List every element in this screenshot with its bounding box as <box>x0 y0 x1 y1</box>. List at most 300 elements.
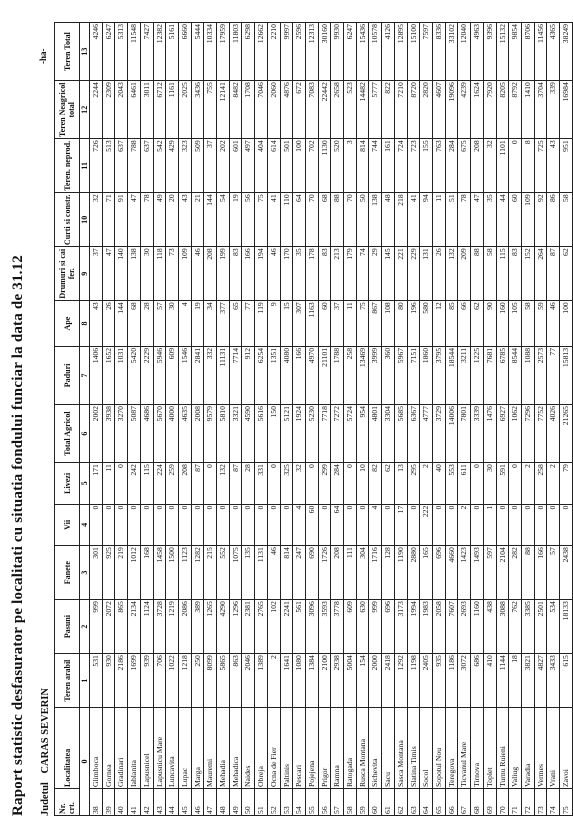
table-cell: 75 <box>255 193 268 247</box>
table-cell: 1 <box>483 504 496 546</box>
table-cell: 1219 <box>166 600 179 654</box>
table-cell: 2880 <box>407 546 420 600</box>
table-cell: 0 <box>191 504 204 546</box>
table-cell: 2438 <box>560 546 573 600</box>
column-index: 5 <box>80 463 90 505</box>
row-number: 66 <box>445 789 458 816</box>
table-cell: 30 <box>483 463 496 505</box>
county-name: CARAS SEVERIN <box>40 688 51 774</box>
table-cell: 3088 <box>496 600 509 654</box>
table-cell: 194 <box>255 247 268 301</box>
table-cell: 0 <box>496 504 509 546</box>
table-cell: 258 <box>534 463 547 505</box>
table-cell: 94 <box>420 193 433 247</box>
table-cell: 28 <box>242 463 255 505</box>
row-number: 39 <box>102 789 115 816</box>
table-cell: 3778 <box>331 600 344 654</box>
table-cell: 6712 <box>153 81 166 139</box>
table-cell: 33102 <box>445 23 458 81</box>
table-row <box>318 23 331 816</box>
table-row <box>153 23 166 816</box>
table-cell: 6461 <box>128 81 141 139</box>
locality-name: Gornea <box>102 708 115 789</box>
table-cell: 5616 <box>255 405 268 463</box>
table-cell: 295 <box>407 463 420 505</box>
table-cell: 88 <box>521 546 534 600</box>
table-cell: 118 <box>153 247 166 301</box>
table-cell: 2060 <box>267 81 280 139</box>
table-cell: 71 <box>102 193 115 247</box>
table-cell: 12 <box>432 301 445 347</box>
table-cell: 591 <box>496 463 509 505</box>
table-cell: 100 <box>293 139 306 193</box>
table-cell: 1406 <box>90 346 103 404</box>
table-cell: 208 <box>331 546 344 600</box>
table-cell: 2100 <box>318 654 331 708</box>
table-cell: 542 <box>153 139 166 193</box>
locality-name: Lapusnicel <box>140 708 153 789</box>
table-cell: 3270 <box>115 405 128 463</box>
table-cell: 4876 <box>280 81 293 139</box>
table-cell: 999 <box>90 600 103 654</box>
table-cell: 202 <box>217 139 230 193</box>
table-cell: 1131 <box>255 546 268 600</box>
table-cell: 1788 <box>331 346 344 404</box>
table-cell: 208 <box>178 463 191 505</box>
table-cell: 954 <box>356 405 369 463</box>
table-cell: 814 <box>356 139 369 193</box>
table-cell: 58 <box>560 193 573 247</box>
report-title: Raport statistic desfasurator pe localitati cu situatia fondului funciar la data de 31.12 <box>10 254 26 816</box>
table-cell: 702 <box>305 139 318 193</box>
table-cell: 3173 <box>394 600 407 654</box>
locality-name: Lupac <box>178 708 191 789</box>
table-cell: 4239 <box>458 81 471 139</box>
table-cell: 18 <box>509 654 522 708</box>
row-number: 55 <box>305 789 318 816</box>
table-cell: 3072 <box>458 654 471 708</box>
table-cell: 686 <box>471 654 484 708</box>
locality-name: Luncavita <box>166 708 179 789</box>
table-cell: 2841 <box>191 346 204 404</box>
table-cell: 5004 <box>344 654 357 708</box>
header-row <box>55 23 80 816</box>
table-cell: 0 <box>128 504 141 546</box>
table-cell: 11 <box>102 463 115 505</box>
table-cell: 3211 <box>458 346 471 404</box>
table-row <box>483 23 496 816</box>
table-cell: 2025 <box>178 81 191 139</box>
table-cell: 7607 <box>445 600 458 654</box>
table-cell: 0 <box>471 463 484 505</box>
table-cell: 5865 <box>217 654 230 708</box>
column-header: Teren. neprod. <box>55 139 80 193</box>
column-index: 7 <box>80 346 90 404</box>
table-cell: 37 <box>204 139 217 193</box>
table-cell: 1012 <box>128 546 141 600</box>
table-cell: 26 <box>432 247 445 301</box>
table-cell: 2820 <box>420 81 433 139</box>
table-cell: 12662 <box>255 23 268 81</box>
table-cell: 3 <box>344 139 357 193</box>
row-number: 46 <box>191 789 204 816</box>
table-cell: 7681 <box>483 346 496 404</box>
table-cell: 20 <box>166 193 179 247</box>
table-cell: 1699 <box>128 654 141 708</box>
table-cell: 168 <box>140 546 153 600</box>
table-cell: 62 <box>382 463 395 505</box>
table-cell: 17 <box>394 504 407 546</box>
county-line <box>40 688 51 816</box>
table-cell: 12895 <box>394 23 407 81</box>
table-cell: 9854 <box>509 23 522 81</box>
table-cell: 912 <box>242 346 255 404</box>
table-cell: 4827 <box>534 654 547 708</box>
table-cell: 179 <box>344 247 357 301</box>
table-body <box>90 23 573 816</box>
table-cell: 247 <box>293 546 306 600</box>
row-number: 70 <box>496 789 509 816</box>
table-row <box>445 23 458 816</box>
table-cell: 41 <box>267 193 280 247</box>
table-cell: 0 <box>166 504 179 546</box>
table-cell: 12040 <box>458 23 471 81</box>
column-header: Teren arabil <box>55 654 80 708</box>
table-cell: 222 <box>420 504 433 546</box>
table-cell: 4000 <box>166 405 179 463</box>
table-cell: 10334 <box>204 23 217 81</box>
table-cell: 438 <box>483 600 496 654</box>
table-cell: 15100 <box>407 23 420 81</box>
table-cell: 65 <box>229 301 242 347</box>
table-cell: 8792 <box>509 81 522 139</box>
table-cell: 109 <box>521 193 534 247</box>
locality-name: Sichevita <box>369 708 382 789</box>
row-number: 50 <box>242 789 255 816</box>
table-cell: 0 <box>356 504 369 546</box>
row-number: 40 <box>115 789 128 816</box>
table-cell: 9997 <box>280 23 293 81</box>
table-cell: 3321 <box>229 405 242 463</box>
table-cell: 13 <box>394 463 407 505</box>
table-cell: 150 <box>267 405 280 463</box>
table-cell: 1860 <box>420 346 433 404</box>
locality-name: Glimboca <box>90 708 103 789</box>
table-cell: 630 <box>356 600 369 654</box>
table-cell: 135 <box>242 546 255 600</box>
table-cell: 5724 <box>344 405 357 463</box>
table-cell: 47 <box>128 193 141 247</box>
table-cell: 80 <box>394 301 407 347</box>
table-cell: 1144 <box>496 654 509 708</box>
table-cell: 4963 <box>471 23 484 81</box>
table-cell: 111 <box>344 546 357 600</box>
table-cell: 75 <box>356 301 369 347</box>
table-cell: 999 <box>369 600 382 654</box>
table-cell: 1296 <box>229 600 242 654</box>
table-cell: 47 <box>471 193 484 247</box>
table-cell: 930 <box>102 654 115 708</box>
column-header: Teren Total <box>55 23 80 81</box>
row-number: 45 <box>178 789 191 816</box>
table-cell: 0 <box>255 504 268 546</box>
table-cell: 165 <box>420 546 433 600</box>
column-header: Localitatea <box>55 708 80 789</box>
table-cell: 1476 <box>483 405 496 463</box>
locality-name: Naides <box>242 708 255 789</box>
table-cell: 1124 <box>140 600 153 654</box>
table-cell: 509 <box>191 139 204 193</box>
table-cell: 57 <box>547 546 560 600</box>
table-row <box>242 23 255 816</box>
column-index: 4 <box>80 504 90 546</box>
table-cell: 219 <box>115 546 128 600</box>
table-row <box>407 23 420 816</box>
table-cell: 7151 <box>407 346 420 404</box>
table-cell: 1190 <box>394 546 407 600</box>
column-header: Paduri <box>55 346 80 404</box>
table-cell: 166 <box>534 546 547 600</box>
table-cell: 863 <box>229 654 242 708</box>
table-cell: 40 <box>432 463 445 505</box>
column-index: 6 <box>80 405 90 463</box>
table-row <box>382 23 395 816</box>
row-number: 73 <box>534 789 547 816</box>
table-cell: 696 <box>432 546 445 600</box>
table-cell: 70 <box>344 193 357 247</box>
table-cell: 259 <box>166 463 179 505</box>
table-cell: 100 <box>560 301 573 347</box>
table-cell: 30 <box>140 247 153 301</box>
table-cell: 307 <box>293 301 306 347</box>
table-cell: 22442 <box>318 81 331 139</box>
table-cell: 0 <box>90 504 103 546</box>
table-cell: 64 <box>293 193 306 247</box>
column-header: Vii <box>55 504 80 546</box>
table-cell: 82 <box>369 463 382 505</box>
table-cell: 108 <box>382 301 395 347</box>
table-cell: 16984 <box>560 81 573 139</box>
table-cell: 7920 <box>483 81 496 139</box>
table-cell: 1726 <box>318 546 331 600</box>
table-cell: 49 <box>153 193 166 247</box>
table-cell: 2008 <box>191 405 204 463</box>
table-cell: 1546 <box>178 346 191 404</box>
table-cell: 8544 <box>509 346 522 404</box>
locality-name: Marga <box>191 708 204 789</box>
table-cell: 48 <box>382 193 395 247</box>
table-cell: 9396 <box>483 23 496 81</box>
table-cell: 79 <box>560 463 573 505</box>
table-cell: 11548 <box>128 23 141 81</box>
row-number: 43 <box>153 789 166 816</box>
table-row <box>356 23 369 816</box>
table-cell: 284 <box>331 463 344 505</box>
table-cell: 0 <box>509 504 522 546</box>
table-cell: 13469 <box>356 346 369 404</box>
table-row <box>90 23 103 816</box>
table-cell: 131 <box>420 247 433 301</box>
table-cell: 2938 <box>331 654 344 708</box>
table-cell: 4801 <box>369 405 382 463</box>
table-cell: 68 <box>318 193 331 247</box>
table-row <box>293 23 306 816</box>
table-cell: 91 <box>115 193 128 247</box>
table-cell: 7801 <box>458 405 471 463</box>
table-cell: 2693 <box>458 600 471 654</box>
table-cell: 4686 <box>140 405 153 463</box>
table-row <box>331 23 344 816</box>
table-cell: 8706 <box>521 23 534 81</box>
row-number: 49 <box>229 789 242 816</box>
table-cell: 213 <box>331 247 344 301</box>
table-cell: 11 <box>432 193 445 247</box>
table-cell: 7210 <box>394 81 407 139</box>
table-cell: 12313 <box>305 23 318 81</box>
table-cell: 155 <box>420 139 433 193</box>
table-cell: 196 <box>407 301 420 347</box>
table-cell: 46 <box>267 546 280 600</box>
table-cell: 32 <box>483 139 496 193</box>
table-cell: 5087 <box>128 405 141 463</box>
table-cell: 762 <box>509 600 522 654</box>
table-cell: 11 <box>344 301 357 347</box>
table-cell: 534 <box>547 600 560 654</box>
table-cell: 70 <box>305 193 318 247</box>
table-cell: 339 <box>547 81 560 139</box>
column-header: Fanete <box>55 546 80 600</box>
table-cell: 4 <box>369 504 382 546</box>
locality-name: Varadia <box>521 708 534 789</box>
table-cell: 3795 <box>432 346 445 404</box>
table-cell: 1022 <box>166 654 179 708</box>
row-number: 53 <box>280 789 293 816</box>
table-cell: 6927 <box>496 405 509 463</box>
table-row <box>102 23 115 816</box>
table-cell: 47 <box>102 247 115 301</box>
table-cell: 377 <box>217 301 230 347</box>
locality-name: Slatina Timis <box>407 708 420 789</box>
table-cell: 21101 <box>318 346 331 404</box>
table-cell: 7752 <box>534 405 547 463</box>
table-cell: 1218 <box>178 654 191 708</box>
table-cell: 154 <box>356 654 369 708</box>
table-cell: 11803 <box>229 23 242 81</box>
table-cell: 44 <box>496 193 509 247</box>
table-cell: 3436 <box>191 81 204 139</box>
table-row <box>128 23 141 816</box>
table-cell: 78 <box>458 193 471 247</box>
table-cell: 282 <box>509 546 522 600</box>
table-cell: 0 <box>280 504 293 546</box>
table-cell: 15132 <box>496 23 509 81</box>
table-cell: 7714 <box>229 346 242 404</box>
table-cell: 1624 <box>471 81 484 139</box>
table-cell: 144 <box>115 301 128 347</box>
table-cell: 28 <box>140 301 153 347</box>
table-cell: 3011 <box>140 81 153 139</box>
table-cell: 87 <box>547 247 560 301</box>
row-number: 57 <box>331 789 344 816</box>
table-cell: 2765 <box>255 600 268 654</box>
row-number: 74 <box>547 789 560 816</box>
table-cell: 2405 <box>420 654 433 708</box>
table-cell: 2244 <box>90 81 103 139</box>
column-header: Livezi <box>55 463 80 505</box>
table-cell: 102 <box>267 600 280 654</box>
table-cell: 46 <box>267 247 280 301</box>
table-cell: 951 <box>560 139 573 193</box>
table-cell: 2418 <box>382 654 395 708</box>
table-cell: 83 <box>229 247 242 301</box>
table-cell: 3385 <box>521 600 534 654</box>
table-cell: 15 <box>280 301 293 347</box>
column-index: 3 <box>80 546 90 600</box>
table-cell: 0 <box>521 504 534 546</box>
table-cell: 553 <box>445 463 458 505</box>
column-index: 1 <box>80 654 90 708</box>
table-cell: 1493 <box>471 546 484 600</box>
table-cell: 21265 <box>560 405 573 463</box>
row-number: 44 <box>166 789 179 816</box>
table-cell: 1163 <box>305 301 318 347</box>
row-number: 42 <box>140 789 153 816</box>
locality-name: Ocna de Fier <box>267 708 280 789</box>
table-cell: 4290 <box>217 600 230 654</box>
table-cell: 6367 <box>407 405 420 463</box>
table-cell: 0 <box>242 504 255 546</box>
table-row <box>560 23 573 816</box>
table-cell: 404 <box>255 139 268 193</box>
table-cell: 54 <box>217 193 230 247</box>
table-cell: 561 <box>293 600 306 654</box>
table-cell: 2658 <box>331 81 344 139</box>
table-cell: 389 <box>191 600 204 654</box>
table-cell: 497 <box>242 139 255 193</box>
table-cell: 8 <box>521 139 534 193</box>
table-cell: 115 <box>496 247 509 301</box>
row-number: 75 <box>560 789 573 816</box>
table-cell: 1389 <box>255 654 268 708</box>
locality-name: Socol <box>420 708 433 789</box>
row-number: 72 <box>521 789 534 816</box>
table-row <box>471 23 484 816</box>
table-cell: 360 <box>382 346 395 404</box>
table-cell: 1088 <box>521 346 534 404</box>
table-cell: 284 <box>445 139 458 193</box>
table-row <box>255 23 268 816</box>
table-cell: 755 <box>204 81 217 139</box>
table-cell: 43 <box>90 301 103 347</box>
table-cell: 5230 <box>305 405 318 463</box>
row-number: 56 <box>318 789 331 816</box>
table-row <box>534 23 547 816</box>
table-cell: 83 <box>509 247 522 301</box>
table-cell: 1198 <box>407 654 420 708</box>
table-cell: 12141 <box>217 81 230 139</box>
table-cell: 62 <box>471 301 484 347</box>
table-cell: 299 <box>318 463 331 505</box>
table-cell: 3729 <box>432 405 445 463</box>
table-cell: 32 <box>90 193 103 247</box>
table-cell: 7083 <box>305 81 318 139</box>
table-cell: 7046 <box>255 81 268 139</box>
table-cell: 0 <box>471 504 484 546</box>
table-row <box>140 23 153 816</box>
table-cell: 0 <box>534 504 547 546</box>
table-cell: 11456 <box>534 23 547 81</box>
table-cell: 0 <box>344 504 357 546</box>
